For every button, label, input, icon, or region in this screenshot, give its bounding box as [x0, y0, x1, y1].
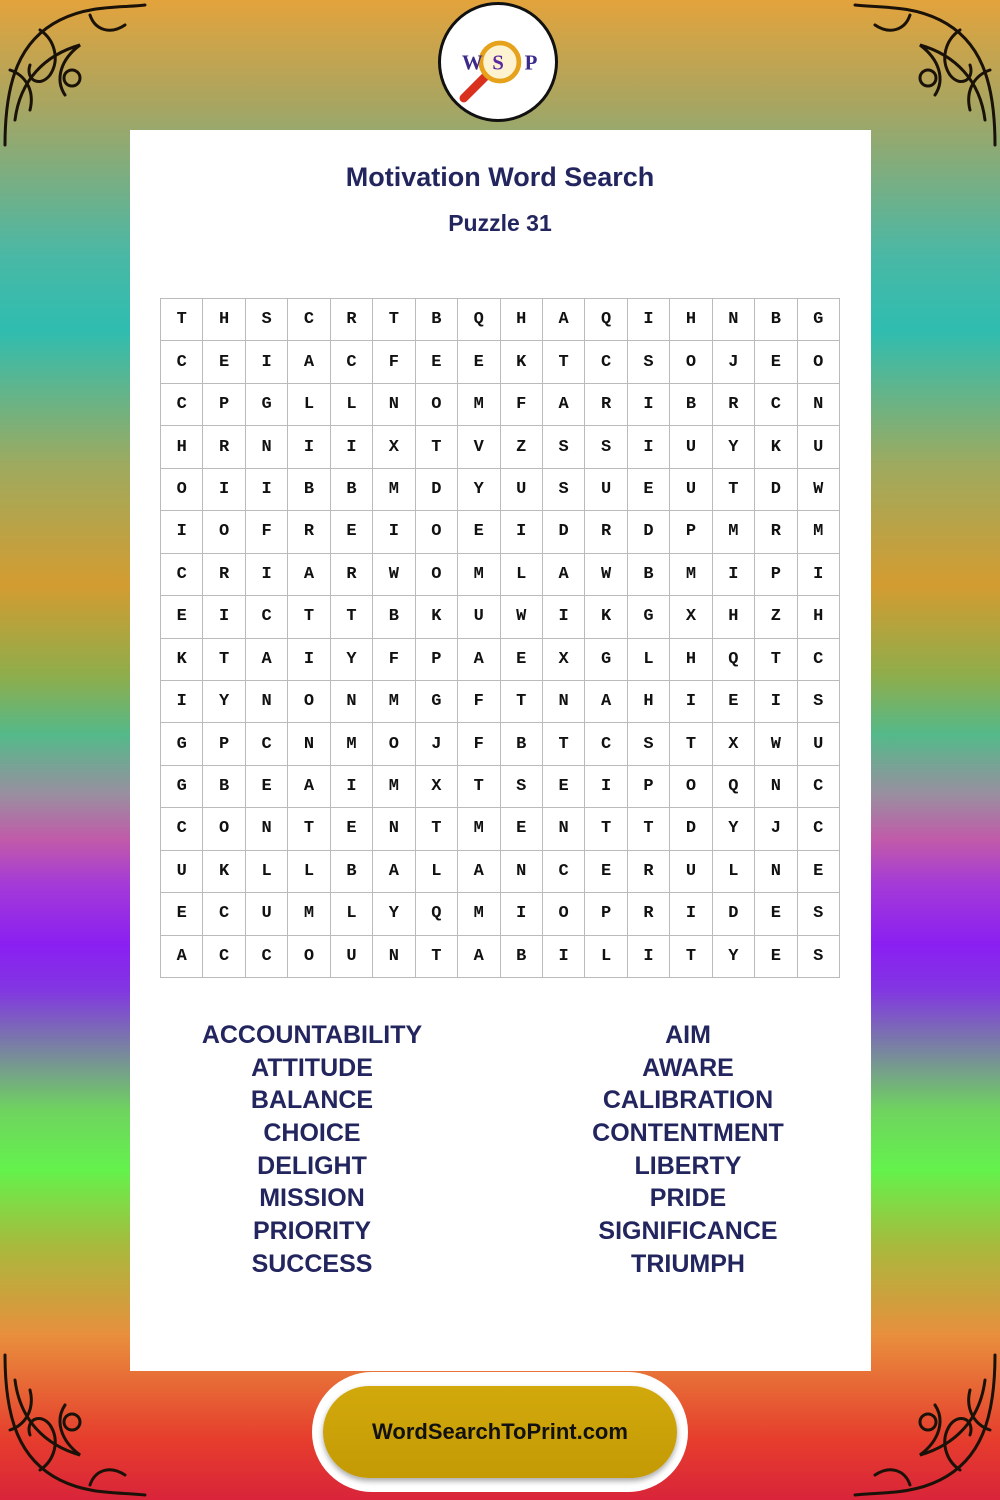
grid-cell[interactable]: O [203, 511, 245, 553]
grid-cell[interactable]: G [246, 384, 288, 426]
grid-cell[interactable]: G [628, 596, 670, 638]
grid-cell[interactable]: P [670, 511, 712, 553]
grid-cell[interactable]: T [713, 469, 755, 511]
word-list-item: MISSION [259, 1184, 365, 1213]
grid-cell[interactable]: B [755, 299, 797, 341]
grid-cell[interactable]: N [288, 723, 330, 765]
grid-cell[interactable]: U [161, 851, 203, 893]
grid-cell[interactable]: A [288, 341, 330, 383]
word-list-item: SIGNIFICANCE [598, 1217, 778, 1246]
grid-cell[interactable]: K [203, 851, 245, 893]
grid-cell[interactable]: S [798, 893, 840, 935]
grid-cell[interactable]: I [331, 766, 373, 808]
grid-cell[interactable]: N [798, 384, 840, 426]
grid-cell[interactable]: I [246, 469, 288, 511]
grid-cell[interactable]: P [203, 723, 245, 765]
grid-cell[interactable]: T [543, 341, 585, 383]
grid-cell[interactable]: U [798, 426, 840, 468]
grid-cell[interactable]: T [670, 936, 712, 978]
grid-cell[interactable]: T [288, 596, 330, 638]
grid-cell[interactable]: T [585, 808, 627, 850]
grid-cell[interactable]: U [246, 893, 288, 935]
grid-cell[interactable]: L [331, 893, 373, 935]
grid-cell[interactable]: I [628, 384, 670, 426]
grid-cell[interactable]: F [501, 384, 543, 426]
grid-cell[interactable]: R [203, 554, 245, 596]
grid-cell[interactable]: E [798, 851, 840, 893]
grid-cell[interactable]: I [543, 596, 585, 638]
word-list-item: PRIORITY [252, 1217, 372, 1246]
grid-cell[interactable]: U [458, 596, 500, 638]
grid-cell[interactable]: R [331, 554, 373, 596]
grid-cell[interactable]: T [331, 596, 373, 638]
grid-cell[interactable]: T [458, 766, 500, 808]
grid-cell[interactable]: M [458, 893, 500, 935]
grid-cell[interactable]: A [373, 851, 415, 893]
grid-cell[interactable]: B [373, 596, 415, 638]
grid-cell[interactable]: A [288, 766, 330, 808]
grid-cell[interactable]: O [288, 936, 330, 978]
logo-letter-w: W [461, 50, 483, 75]
grid-cell[interactable]: A [585, 681, 627, 723]
grid-cell[interactable]: M [288, 893, 330, 935]
grid-cell[interactable]: Q [458, 299, 500, 341]
grid-cell[interactable]: E [161, 596, 203, 638]
grid-cell[interactable]: A [458, 851, 500, 893]
grid-cell[interactable]: L [713, 851, 755, 893]
grid-cell[interactable]: U [670, 851, 712, 893]
grid-cell[interactable]: M [458, 554, 500, 596]
grid-cell[interactable]: O [203, 808, 245, 850]
grid-cell[interactable]: T [416, 808, 458, 850]
grid-cell[interactable]: D [543, 511, 585, 553]
grid-cell[interactable]: J [755, 808, 797, 850]
grid-cell[interactable]: L [585, 936, 627, 978]
grid-cell[interactable]: M [373, 681, 415, 723]
word-list-item: ACCOUNTABILITY [201, 1021, 423, 1049]
word-list-item: CHOICE [263, 1119, 361, 1148]
grid-cell[interactable]: E [755, 893, 797, 935]
grid-cell[interactable]: M [670, 554, 712, 596]
grid-cell[interactable]: O [670, 341, 712, 383]
grid-cell[interactable]: D [713, 893, 755, 935]
grid-cell[interactable]: B [416, 299, 458, 341]
grid-cell[interactable]: R [628, 893, 670, 935]
grid-cell[interactable]: X [416, 766, 458, 808]
word-list-item: PRIDE [649, 1184, 727, 1213]
grid-cell[interactable]: I [501, 893, 543, 935]
grid-cell[interactable]: W [501, 596, 543, 638]
grid-cell[interactable]: A [288, 554, 330, 596]
grid-cell[interactable]: I [628, 936, 670, 978]
grid-cell[interactable]: H [713, 596, 755, 638]
grid-cell[interactable]: E [331, 511, 373, 553]
word-list-right [518, 1019, 858, 1281]
grid-cell[interactable]: L [416, 851, 458, 893]
grid-cell[interactable]: N [755, 851, 797, 893]
grid-cell[interactable]: O [416, 554, 458, 596]
grid-cell[interactable]: E [203, 341, 245, 383]
grid-cell[interactable]: N [755, 766, 797, 808]
grid-cell[interactable]: X [373, 426, 415, 468]
grid-cell[interactable]: P [585, 893, 627, 935]
grid-cell[interactable]: I [203, 469, 245, 511]
grid-cell[interactable]: C [798, 808, 840, 850]
grid-cell[interactable]: K [161, 639, 203, 681]
grid-cell[interactable]: Y [373, 893, 415, 935]
grid-cell[interactable]: K [755, 426, 797, 468]
grid-cell[interactable]: C [161, 384, 203, 426]
grid-cell[interactable]: O [798, 341, 840, 383]
grid-cell[interactable]: C [585, 341, 627, 383]
grid-cell[interactable]: R [585, 384, 627, 426]
grid-cell[interactable]: Y [203, 681, 245, 723]
grid-cell[interactable]: H [670, 299, 712, 341]
magnifier-icon [441, 5, 555, 119]
grid-cell[interactable]: I [161, 511, 203, 553]
grid-cell[interactable]: T [670, 723, 712, 765]
grid-cell[interactable]: Y [458, 469, 500, 511]
grid-cell[interactable]: T [543, 723, 585, 765]
grid-cell[interactable]: C [798, 639, 840, 681]
word-list-item: AWARE [642, 1053, 734, 1082]
word-list-left [142, 1019, 482, 1281]
grid-cell[interactable]: O [670, 766, 712, 808]
grid-cell[interactable]: H [161, 426, 203, 468]
grid-cell[interactable]: D [628, 511, 670, 553]
grid-cell[interactable]: I [501, 511, 543, 553]
grid-cell[interactable]: B [628, 554, 670, 596]
grid-cell[interactable]: H [670, 639, 712, 681]
grid-cell[interactable]: Q [713, 639, 755, 681]
wsp-logo[interactable] [438, 2, 558, 122]
grid-cell[interactable]: R [203, 426, 245, 468]
grid-cell[interactable]: Y [713, 426, 755, 468]
grid-cell[interactable]: L [246, 851, 288, 893]
grid-cell[interactable]: F [458, 681, 500, 723]
grid-cell[interactable]: E [755, 341, 797, 383]
grid-cell[interactable]: U [585, 469, 627, 511]
grid-cell[interactable]: S [798, 936, 840, 978]
grid-cell[interactable]: Q [585, 299, 627, 341]
grid-cell[interactable]: P [628, 766, 670, 808]
grid-cell[interactable]: I [246, 554, 288, 596]
word-list-item: SUCCESS [251, 1249, 373, 1278]
grid-cell[interactable]: O [373, 723, 415, 765]
grid-cell[interactable]: K [416, 596, 458, 638]
grid-cell[interactable]: F [458, 723, 500, 765]
grid-cell[interactable]: A [543, 384, 585, 426]
grid-cell[interactable]: T [755, 639, 797, 681]
grid-cell[interactable]: N [713, 299, 755, 341]
grid-cell[interactable]: A [161, 936, 203, 978]
logo-letter-s: S [492, 50, 504, 75]
grid-cell[interactable]: L [628, 639, 670, 681]
grid-cell[interactable]: C [246, 723, 288, 765]
grid-cell[interactable]: R [331, 299, 373, 341]
grid-cell[interactable]: E [458, 341, 500, 383]
grid-cell[interactable]: J [713, 341, 755, 383]
grid-cell[interactable]: X [713, 723, 755, 765]
grid-cell[interactable]: M [373, 469, 415, 511]
grid-cell[interactable]: C [246, 596, 288, 638]
grid-cell[interactable]: T [628, 808, 670, 850]
grid-cell[interactable]: O [416, 511, 458, 553]
grid-cell[interactable]: I [331, 426, 373, 468]
grid-cell[interactable]: I [161, 681, 203, 723]
grid-cell[interactable]: P [416, 639, 458, 681]
grid-cell[interactable]: V [458, 426, 500, 468]
grid-cell[interactable]: C [585, 723, 627, 765]
grid-cell[interactable]: R [628, 851, 670, 893]
grid-cell[interactable]: O [161, 469, 203, 511]
letter-grid[interactable] [160, 298, 840, 978]
grid-cell[interactable]: N [501, 851, 543, 893]
grid-cell[interactable]: S [585, 426, 627, 468]
grid-cell[interactable]: M [798, 511, 840, 553]
grid-cell[interactable]: T [161, 299, 203, 341]
grid-cell[interactable]: T [416, 426, 458, 468]
logo-letter-p: P [524, 50, 538, 75]
corner-ornament-icon [0, 1350, 150, 1500]
grid-cell[interactable]: L [288, 384, 330, 426]
word-list-item: DELIGHT [257, 1151, 367, 1180]
grid-cell[interactable]: C [798, 766, 840, 808]
grid-cell[interactable]: I [288, 639, 330, 681]
corner-ornament-icon [850, 1350, 1000, 1500]
grid-cell[interactable]: G [161, 723, 203, 765]
grid-cell[interactable]: W [798, 469, 840, 511]
grid-cell[interactable]: H [628, 681, 670, 723]
grid-cell[interactable]: M [331, 723, 373, 765]
grid-cell[interactable]: N [373, 384, 415, 426]
grid-cell[interactable]: E [755, 936, 797, 978]
grid-cell[interactable]: C [755, 384, 797, 426]
grid-cell[interactable]: O [416, 384, 458, 426]
grid-cell[interactable]: K [585, 596, 627, 638]
grid-cell[interactable]: E [458, 511, 500, 553]
grid-cell[interactable]: I [713, 554, 755, 596]
grid-cell[interactable]: R [288, 511, 330, 553]
grid-cell[interactable]: N [246, 426, 288, 468]
grid-cell[interactable]: U [798, 723, 840, 765]
grid-cell[interactable]: E [713, 681, 755, 723]
grid-cell[interactable]: J [416, 723, 458, 765]
grid-cell[interactable]: C [331, 341, 373, 383]
grid-cell[interactable]: U [670, 469, 712, 511]
grid-cell[interactable]: M [458, 808, 500, 850]
grid-cell[interactable]: T [203, 639, 245, 681]
grid-cell[interactable]: R [713, 384, 755, 426]
grid-cell[interactable]: W [373, 554, 415, 596]
grid-cell[interactable]: D [755, 469, 797, 511]
grid-cell[interactable]: S [798, 681, 840, 723]
word-list-item: AIM [665, 1021, 711, 1049]
grid-cell[interactable]: E [501, 808, 543, 850]
word-list-item: BALANCE [250, 1086, 374, 1115]
grid-cell[interactable]: Z [501, 426, 543, 468]
grid-cell[interactable]: N [331, 681, 373, 723]
grid-cell[interactable]: A [458, 639, 500, 681]
grid-cell[interactable]: B [501, 936, 543, 978]
grid-cell[interactable]: F [373, 639, 415, 681]
grid-cell[interactable]: Y [331, 639, 373, 681]
grid-cell[interactable]: S [543, 426, 585, 468]
grid-cell[interactable]: B [670, 384, 712, 426]
grid-cell[interactable]: Y [713, 936, 755, 978]
word-list-item: LIBERTY [634, 1151, 742, 1180]
grid-cell[interactable]: I [670, 681, 712, 723]
grid-cell[interactable]: H [501, 299, 543, 341]
grid-cell[interactable]: L [288, 851, 330, 893]
grid-cell[interactable]: B [331, 469, 373, 511]
grid-cell[interactable]: S [543, 469, 585, 511]
grid-cell[interactable]: K [501, 341, 543, 383]
grid-cell[interactable]: T [288, 808, 330, 850]
grid-cell[interactable]: C [543, 851, 585, 893]
grid-cell[interactable]: G [585, 639, 627, 681]
grid-cell[interactable]: W [755, 723, 797, 765]
word-list-item: CALIBRATION [602, 1086, 774, 1115]
grid-cell[interactable]: G [161, 766, 203, 808]
grid-cell[interactable]: A [246, 639, 288, 681]
grid-cell[interactable]: D [670, 808, 712, 850]
grid-cell[interactable]: C [161, 808, 203, 850]
grid-cell[interactable]: L [501, 554, 543, 596]
grid-cell[interactable]: U [331, 936, 373, 978]
grid-cell[interactable]: D [416, 469, 458, 511]
grid-cell[interactable]: F [373, 341, 415, 383]
grid-cell[interactable]: P [755, 554, 797, 596]
grid-cell[interactable]: N [543, 681, 585, 723]
grid-cell[interactable]: B [203, 766, 245, 808]
grid-cell[interactable]: I [203, 596, 245, 638]
grid-cell[interactable]: Y [713, 808, 755, 850]
grid-cell[interactable]: I [246, 341, 288, 383]
grid-cell[interactable]: T [373, 299, 415, 341]
grid-cell[interactable]: I [628, 299, 670, 341]
grid-cell[interactable]: I [288, 426, 330, 468]
grid-cell[interactable]: E [416, 341, 458, 383]
grid-cell[interactable]: U [501, 469, 543, 511]
grid-cell[interactable]: E [585, 851, 627, 893]
grid-cell[interactable]: H [798, 596, 840, 638]
grid-cell[interactable]: E [161, 893, 203, 935]
grid-cell[interactable]: I [373, 511, 415, 553]
grid-cell[interactable]: E [543, 766, 585, 808]
word-list-item: CONTENTMENT [592, 1119, 784, 1148]
grid-cell[interactable]: G [798, 299, 840, 341]
grid-cell[interactable]: U [670, 426, 712, 468]
grid-cell[interactable]: C [246, 936, 288, 978]
grid-cell[interactable]: A [543, 554, 585, 596]
grid-cell[interactable]: R [755, 511, 797, 553]
grid-cell[interactable]: Z [755, 596, 797, 638]
grid-cell[interactable]: G [416, 681, 458, 723]
grid-cell[interactable]: M [373, 766, 415, 808]
grid-cell[interactable]: Q [713, 766, 755, 808]
grid-cell[interactable]: I [670, 893, 712, 935]
grid-cell[interactable]: X [543, 639, 585, 681]
grid-cell[interactable]: C [288, 299, 330, 341]
grid-cell[interactable]: X [670, 596, 712, 638]
grid-cell[interactable]: A [543, 299, 585, 341]
grid-cell[interactable]: W [585, 554, 627, 596]
grid-cell[interactable]: S [501, 766, 543, 808]
grid-cell[interactable]: M [458, 384, 500, 426]
grid-cell[interactable]: F [246, 511, 288, 553]
grid-cell[interactable]: E [628, 469, 670, 511]
website-button[interactable]: WordSearchToPrint.com [323, 1386, 677, 1478]
grid-cell[interactable]: E [501, 639, 543, 681]
page-title: Motivation Word Search [345, 162, 655, 192]
grid-cell[interactable]: N [373, 808, 415, 850]
grid-cell[interactable]: A [458, 936, 500, 978]
corner-ornament-icon [0, 0, 150, 150]
grid-cell[interactable]: I [543, 936, 585, 978]
grid-cell[interactable]: I [755, 681, 797, 723]
word-list-item: TRIUMPH [631, 1249, 745, 1278]
grid-cell[interactable]: I [628, 426, 670, 468]
grid-cell[interactable]: T [501, 681, 543, 723]
grid-cell[interactable]: N [373, 936, 415, 978]
grid-cell[interactable]: M [713, 511, 755, 553]
grid-cell[interactable]: N [246, 808, 288, 850]
grid-cell[interactable]: C [203, 893, 245, 935]
grid-cell[interactable]: B [501, 723, 543, 765]
grid-cell[interactable]: P [203, 384, 245, 426]
grid-cell[interactable]: S [246, 299, 288, 341]
grid-cell[interactable]: O [288, 681, 330, 723]
grid-cell[interactable]: B [331, 851, 373, 893]
grid-cell[interactable]: I [585, 766, 627, 808]
grid-cell[interactable]: N [543, 808, 585, 850]
grid-cell[interactable]: E [246, 766, 288, 808]
grid-cell[interactable]: N [246, 681, 288, 723]
puzzle-number: Puzzle 31 [448, 210, 552, 236]
grid-cell[interactable]: O [543, 893, 585, 935]
grid-cell[interactable]: R [585, 511, 627, 553]
grid-cell[interactable]: T [416, 936, 458, 978]
grid-cell[interactable]: I [798, 554, 840, 596]
word-list-item: ATTITUDE [251, 1053, 373, 1082]
corner-ornament-icon [850, 0, 1000, 150]
grid-cell[interactable]: C [161, 554, 203, 596]
grid-cell[interactable]: S [628, 341, 670, 383]
grid-cell[interactable]: C [161, 341, 203, 383]
grid-cell[interactable]: B [288, 469, 330, 511]
grid-cell[interactable]: Q [416, 893, 458, 935]
grid-cell[interactable]: S [628, 723, 670, 765]
grid-cell[interactable]: L [331, 384, 373, 426]
grid-cell[interactable]: C [203, 936, 245, 978]
grid-cell[interactable]: E [331, 808, 373, 850]
grid-cell[interactable]: H [203, 299, 245, 341]
